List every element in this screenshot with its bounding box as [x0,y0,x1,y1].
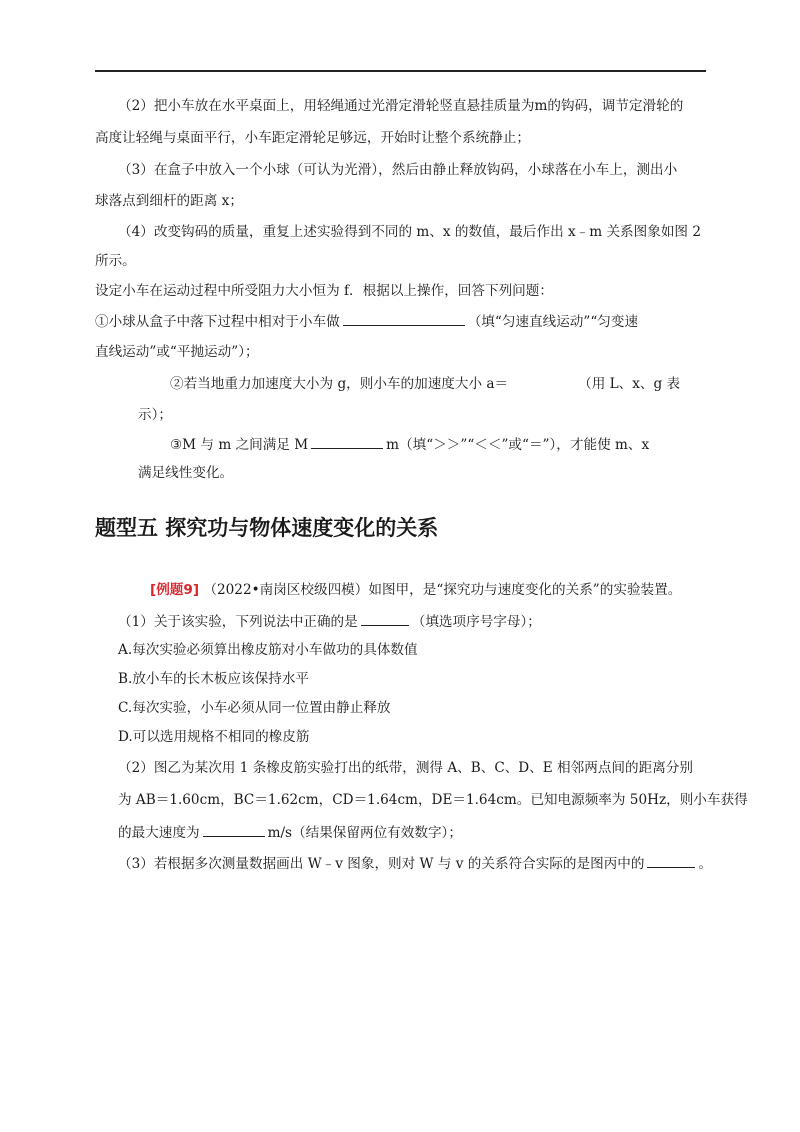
part-1-text: （1）关于该实验，下列说法中正确的是 [118,614,358,630]
question-1 [95,311,638,332]
question-3-text: ③M 与 m 之间满足 M [170,437,309,453]
part-3 [118,853,712,874]
part-3-text: （3）若根据多次测量数据画出 W﹣v 图象，则对 W 与 v 的关系符合实际的是图丙中的 [118,856,645,872]
part-2-unit: m/s（结果保留两位有效数字）； [267,825,462,841]
question-2-hint: （用 L、x、g 表 [578,376,681,392]
question-2-text: ②若当地重力加速度大小为 g，则小车的加速度大小 a＝ [170,376,509,392]
question-2-cont: 示）； [138,407,172,423]
part-1-hint: （填选项序号字母）； [411,614,541,630]
example-tag: [例题9] [150,582,200,598]
option-b: B.放小车的长木板应该保持水平 [118,671,310,687]
question-1-cont: 直线运动”或“平抛运动”）； [95,344,259,360]
part-1 [118,611,541,632]
question-3-hint: m（填“＞＞”“＜＜”或“＝”），才能使 m、x [386,437,650,453]
step3-line1: （3）在盒子中放入一个小球（可认为光滑），然后由静止释放钩码，小球落在小车上，测出小 [118,162,678,178]
option-a: A.每次实验必须算出橡皮筋对小车做功的具体数值 [118,642,418,658]
question-3 [170,434,649,455]
step4-line1: （4）改变钩码的质量，重复上述实验得到不同的 m、x 的数值，最后作出 x﹣m 关系图象如图 2 [118,224,701,240]
header-rule [95,70,706,72]
question-3-cont: 满足线性变化。 [138,465,234,481]
option-d: D.可以选用规格不相同的橡皮筋 [118,729,310,745]
example-intro: （2022•南岗区校级四模）如图甲，是“探究功与速度变化的关系”的实验装置。 [203,582,682,598]
section-title: 题型五 探究功与物体速度变化的关系 [95,516,439,540]
part-2-line1: （2）图乙为某次用 1 条橡皮筋实验打出的纸带，测得 A、B、C、D、E 相邻两点间的距离分别 [118,760,693,776]
answer-blank-p1[interactable] [361,611,409,626]
question-1-hint: （填“匀速直线运动”“匀变速 [467,314,639,330]
part-2-line3 [118,822,462,843]
question-2 [170,374,680,394]
questions-intro: 设定小车在运动过程中所受阻力大小恒为 f．根据以上操作，回答下列问题： [95,283,553,299]
question-1-text: ①小球从盒子中落下过程中相对于小车做 [95,314,340,330]
step4-line2: 所示。 [95,253,136,269]
example-intro-line [150,580,681,600]
part-2-text: 的最大速度为 [118,825,200,841]
answer-blank-p3[interactable] [647,853,695,868]
step3-line2: 球落点到细杆的距离 x； [95,193,243,209]
option-c: C.每次实验，小车必须从同一位置由静止释放 [118,700,391,716]
step2-line1: （2）把小车放在水平桌面上，用轻绳通过光滑定滑轮竖直悬挂质量为m的钩码，调节定滑轮的 [118,98,684,114]
answer-blank-p2[interactable] [203,822,265,837]
answer-blank-1[interactable] [343,311,465,326]
part-3-end: 。 [698,856,713,872]
step2-line2: 高度让轻绳与桌面平行，小车距定滑轮足够远，开始时让整个系统静止； [95,130,530,146]
answer-blank-3[interactable] [311,434,383,449]
part-2-line2: 为 AB＝1.60cm，BC＝1.62cm，CD＝1.64cm，DE＝1.64cm。已知电源频率为 50Hz，则小车获得 [118,792,748,808]
